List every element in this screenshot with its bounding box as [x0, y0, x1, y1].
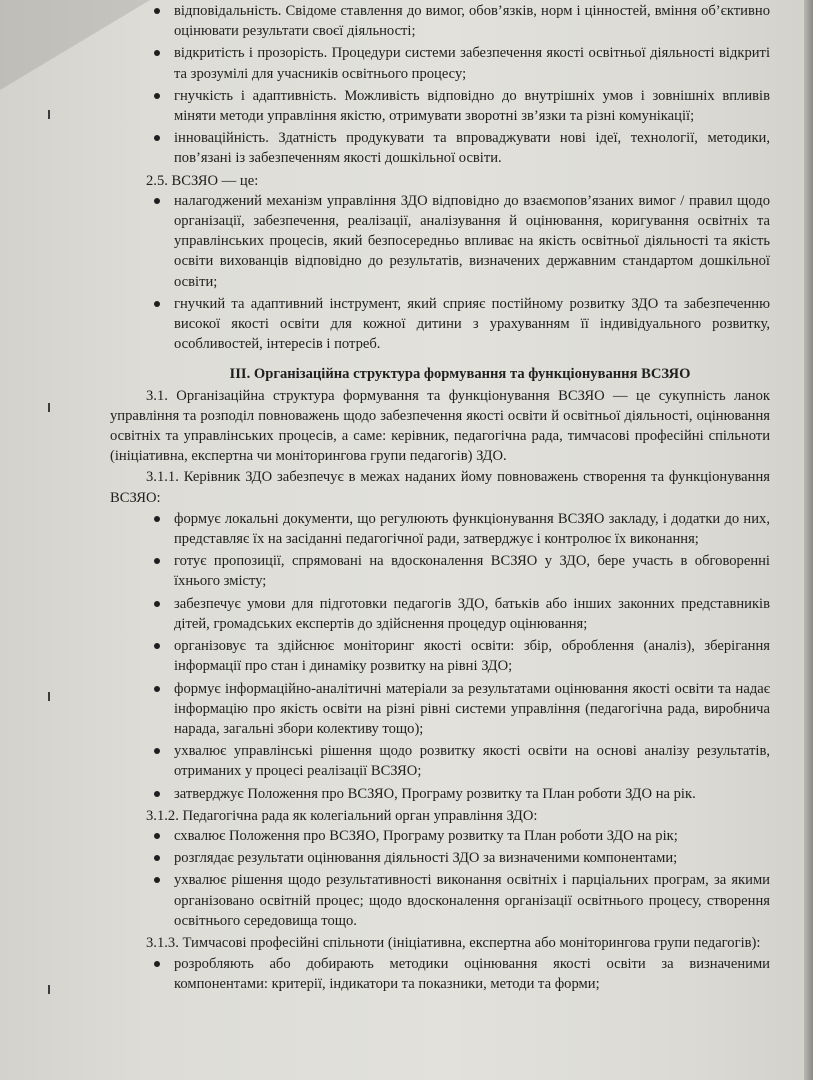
margin-mark [48, 110, 50, 119]
bullet-icon [154, 833, 160, 839]
list-item: організовує та здійснює моніторинг якості освіти: збір, оброблення (аналіз), зберігання інформації про стан і динаміку розвитку на рівні ЗДО; [110, 636, 770, 676]
list-item: налагоджений механізм управління ЗДО відповідно до взаємопов’язаних вимог / правил щодо організації, забезпечення, реалізації, аналізування й оцінювання, коригування освітніх та управлінських процесів, який безпосередньо впливає на якість освітньої діяльності та якість освіти вихованців відповідно до результатів, визначених державним стандартом дошкільної освіти; [110, 191, 770, 292]
bullet-icon [154, 198, 160, 204]
paragraph-3-1-2: 3.1.2. Педагогічна рада як колегіальний орган управління ЗДО: [146, 807, 538, 824]
margin-mark [48, 403, 50, 412]
list-item: готує пропозиції, спрямовані на вдосконалення ВСЗЯО у ЗДО, бере участь в обговоренні їхнього змісту; [110, 551, 770, 591]
list-item: затверджує Положення про ВСЗЯО, Програму розвитку та План роботи ЗДО на рік. [110, 784, 770, 804]
list-item: відкритість і прозорість. Процедури системи забезпечення якості освітньої діяльності відкриті та зрозумілі для учасників освітнього процесу; [110, 43, 770, 83]
document-body [110, 0, 770, 997]
section-2-5-title: 2.5. ВСЗЯО — це: [146, 172, 259, 189]
list-item: формує локальні документи, що регулюють функціонування ВСЗЯО закладу, і додатки до них, представляє їх на засіданні педагогічної ради, затверджує і контролює їх виконання; [110, 509, 770, 549]
paragraph-3-1-1: 3.1.1. Керівник ЗДО забезпечує в межах наданих йому повноважень створення та функціонування ВСЗЯО: [110, 469, 770, 506]
bullet-icon [154, 877, 160, 883]
bullet-icon [154, 686, 160, 692]
list-item: гнучкий та адаптивний інструмент, який сприяє постійному розвитку ЗДО та забезпеченню високої якості освіти для кожної дитини з урахуванням її індивідуального розвитку, особливостей, інтересів і потреб. [110, 294, 770, 355]
bullet-icon [154, 791, 160, 797]
list-item: забезпечує умови для підготовки педагогів ЗДО, батьків або інших законних представників дітей, громадських експертів до здійснення процедур оцінювання; [110, 594, 770, 634]
principles-list [110, 1, 770, 169]
bullet-icon [154, 855, 160, 861]
list-3-1-3 [110, 954, 770, 994]
list-item: розробляють або добирають методики оцінювання якості освіти за визначеними компонентами: критерії, індикатори та показники, методи та форми; [110, 954, 770, 994]
bullet-icon [154, 601, 160, 607]
bullet-icon [154, 558, 160, 564]
bullet-icon [154, 8, 160, 14]
section-3-heading: III. Організаційна структура формування та функціонування ВСЗЯО [229, 366, 691, 383]
list-item: відповідальність. Свідоме ставлення до вимог, обов’язків, норм і цінностей, вміння об’єктивно оцінювати результати своєї діяльності; [110, 1, 770, 41]
list-item: гнучкість і адаптивність. Можливість відповідно до внутрішніх умов і зовнішніх впливів міняти методи управління якістю, отримувати зворотні зв’язки та різні комунікації; [110, 86, 770, 126]
list-3-1-2 [110, 826, 770, 931]
bullet-icon [154, 50, 160, 56]
bullet-icon [154, 93, 160, 99]
margin-mark [48, 985, 50, 994]
page-edge-shadow [804, 0, 813, 1080]
list-item: схвалює Положення про ВСЗЯО, Програму розвитку та План роботи ЗДО на рік; [110, 826, 770, 846]
bullet-icon [154, 643, 160, 649]
bullet-icon [154, 135, 160, 141]
bullet-icon [154, 961, 160, 967]
list-item: інноваційність. Здатність продукувати та впроваджувати нові ідеї, технології, методики, пов’язані із забезпеченням якості дошкільної освіти. [110, 128, 770, 168]
list-item: ухвалює управлінські рішення щодо розвитку якості освіти на основі аналізу результатів, отриманих у процесі реалізації ВСЗЯО; [110, 741, 770, 781]
list-item: формує інформаційно-аналітичні матеріали за результатами оцінювання якості освіти та надає інформацію про якість освіти на різні рівні системи управління (педагогічна рада, виробнича нарада, загальні збори колективу тощо); [110, 679, 770, 740]
section-2-5-list [110, 191, 770, 355]
list-item: розглядає результати оцінювання діяльності ЗДО за визначеними компонентами; [110, 848, 770, 868]
bullet-icon [154, 516, 160, 522]
bullet-icon [154, 748, 160, 754]
bullet-icon [154, 301, 160, 307]
paragraph-3-1-3: 3.1.3. Тимчасові професійні спільноти (ініціативна, експертна або моніторингова групи педагогів): [146, 934, 761, 951]
list-item: ухвалює рішення щодо результативності виконання освітніх і парціальних програм, за якими організовано освітній процес; щодо вдосконалення організації освітнього процесу, створення освітнього середовища тощо. [110, 870, 770, 931]
list-3-1-1 [110, 509, 770, 804]
paragraph-3-1: 3.1. Організаційна структура формування та функціонування ВСЗЯО — це сукупність ланок управління та розподіл повноважень щодо забезпечення якості освіти й освітньої діяльності, оцінювання освітніх та управлінських процесів, а саме: керівник, педагогічна рада, тимчасові професійні спільноти (ініціативна, експертна чи моніторингова групи педагогів) ЗДО. [110, 387, 770, 465]
margin-mark [48, 692, 50, 701]
